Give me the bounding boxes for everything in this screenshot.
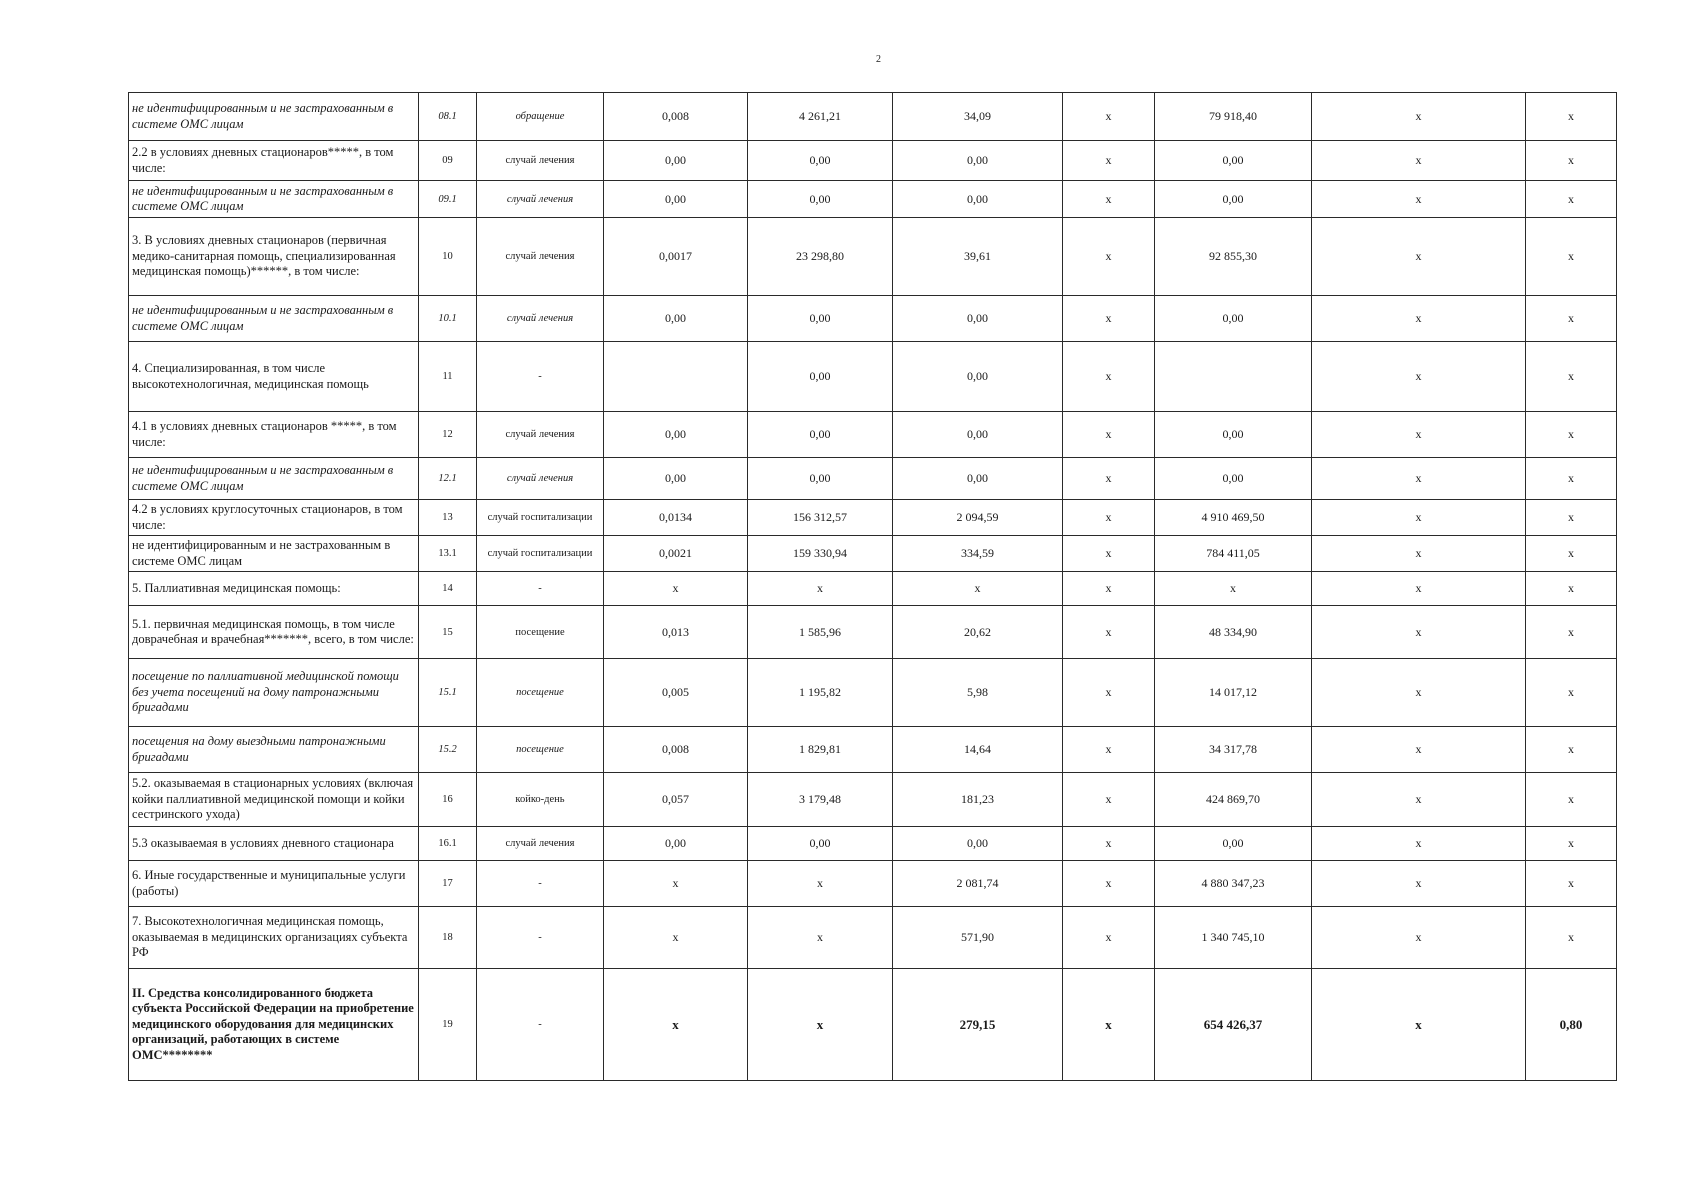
row-value-6: x [1312,659,1526,727]
row-value-3: 0,00 [893,827,1063,861]
row-value-4: x [1063,93,1155,141]
row-value-3: 279,15 [893,969,1063,1081]
row-value-1 [604,342,748,412]
row-value-3: 5,98 [893,659,1063,727]
row-unit: - [477,907,604,969]
table-row [129,141,1617,181]
row-value-6: x [1312,572,1526,606]
row-value-5: 34 317,78 [1155,727,1312,773]
row-value-1: x [604,969,748,1081]
row-value-3: 0,00 [893,342,1063,412]
row-code: 12.1 [419,458,477,500]
row-code: 15.2 [419,727,477,773]
row-value-7: x [1526,773,1617,827]
row-value-5: 0,00 [1155,181,1312,218]
row-unit: случай лечения [477,412,604,458]
row-value-1: x [604,861,748,907]
row-code: 17 [419,861,477,907]
row-value-7: x [1526,93,1617,141]
row-value-4: x [1063,907,1155,969]
row-unit: посещение [477,727,604,773]
row-value-1: 0,00 [604,141,748,181]
row-value-2: 3 179,48 [748,773,893,827]
row-value-7: x [1526,500,1617,536]
row-value-6: x [1312,296,1526,342]
row-value-4: x [1063,218,1155,296]
row-value-1: 0,005 [604,659,748,727]
row-value-5: x [1155,572,1312,606]
row-value-1: 0,008 [604,93,748,141]
row-name: не идентифицированным и не застрахованным в системе ОМС лицам [129,181,419,218]
table-row [129,296,1617,342]
row-value-2: x [748,572,893,606]
row-name: 4.1 в условиях дневных стационаров *****, в том числе: [129,412,419,458]
row-value-7: x [1526,181,1617,218]
row-unit: случай госпитализации [477,500,604,536]
table-row [129,181,1617,218]
row-value-7: x [1526,342,1617,412]
row-value-1: 0,00 [604,458,748,500]
row-value-5: 0,00 [1155,827,1312,861]
row-value-7: x [1526,727,1617,773]
row-value-6: x [1312,727,1526,773]
row-value-4: x [1063,296,1155,342]
row-name: посещение по паллиативной медицинской помощи без учета посещений на дому патронажными бригадами [129,659,419,727]
row-value-6: x [1312,93,1526,141]
row-code: 09.1 [419,181,477,218]
table-row [129,727,1617,773]
row-value-1: 0,00 [604,412,748,458]
row-value-7: x [1526,659,1617,727]
row-value-4: x [1063,536,1155,572]
row-value-7: x [1526,218,1617,296]
row-value-6: x [1312,907,1526,969]
row-code: 08.1 [419,93,477,141]
row-value-7: x [1526,907,1617,969]
row-value-2: 1 195,82 [748,659,893,727]
row-unit: - [477,969,604,1081]
row-value-2: 0,00 [748,141,893,181]
row-value-2: 156 312,57 [748,500,893,536]
row-value-2: 0,00 [748,412,893,458]
row-value-7: x [1526,536,1617,572]
row-name: 3. В условиях дневных стационаров (первичная медико-санитарная помощь, специализированная медицинская помощь)******, в том числе: [129,218,419,296]
row-value-6: x [1312,412,1526,458]
row-code: 15 [419,606,477,659]
row-code: 19 [419,969,477,1081]
row-code: 16.1 [419,827,477,861]
table-row [129,458,1617,500]
row-code: 13.1 [419,536,477,572]
row-code: 10.1 [419,296,477,342]
row-value-5: 784 411,05 [1155,536,1312,572]
row-value-7: x [1526,606,1617,659]
row-value-6: x [1312,969,1526,1081]
row-value-4: x [1063,606,1155,659]
row-value-5: 92 855,30 [1155,218,1312,296]
row-value-3: x [893,572,1063,606]
row-unit: случай лечения [477,141,604,181]
row-value-3: 2 094,59 [893,500,1063,536]
table-row [129,342,1617,412]
row-value-2: 1 585,96 [748,606,893,659]
row-value-5: 4 910 469,50 [1155,500,1312,536]
row-code: 09 [419,141,477,181]
table-body [129,93,1617,1081]
row-name: 4. Специализированная, в том числе высокотехнологичная, медицинская помощь [129,342,419,412]
row-value-4: x [1063,181,1155,218]
row-name: посещения на дому выездными патронажными бригадами [129,727,419,773]
row-value-1: 0,008 [604,727,748,773]
table-row [129,969,1617,1081]
row-value-5: 1 340 745,10 [1155,907,1312,969]
row-value-7: x [1526,827,1617,861]
row-value-7: 0,80 [1526,969,1617,1081]
row-name: 5.3 оказываемая в условиях дневного стационара [129,827,419,861]
row-name: 2.2 в условиях дневных стационаров*****, в том числе: [129,141,419,181]
row-value-6: x [1312,827,1526,861]
row-value-2: 4 261,21 [748,93,893,141]
row-value-5: 48 334,90 [1155,606,1312,659]
table-row [129,500,1617,536]
row-code: 13 [419,500,477,536]
row-value-3: 20,62 [893,606,1063,659]
row-value-6: x [1312,773,1526,827]
row-value-2: 0,00 [748,342,893,412]
row-value-6: x [1312,342,1526,412]
row-value-5 [1155,342,1312,412]
row-unit: посещение [477,659,604,727]
row-value-1: 0,00 [604,827,748,861]
row-value-2: 1 829,81 [748,727,893,773]
row-value-7: x [1526,861,1617,907]
row-value-4: x [1063,342,1155,412]
row-unit: случай госпитализации [477,536,604,572]
row-value-4: x [1063,969,1155,1081]
row-value-2: 0,00 [748,296,893,342]
table-row [129,606,1617,659]
row-value-2: x [748,907,893,969]
row-value-6: x [1312,861,1526,907]
row-value-2: x [748,861,893,907]
row-value-2: 0,00 [748,458,893,500]
row-value-1: 0,0017 [604,218,748,296]
row-value-1: x [604,572,748,606]
row-value-6: x [1312,181,1526,218]
row-value-4: x [1063,412,1155,458]
row-value-1: x [604,907,748,969]
row-value-1: 0,00 [604,296,748,342]
row-value-3: 0,00 [893,458,1063,500]
row-code: 14 [419,572,477,606]
table-row [129,536,1617,572]
row-value-5: 0,00 [1155,458,1312,500]
row-value-6: x [1312,606,1526,659]
row-name: 6. Иные государственные и муниципальные услуги (работы) [129,861,419,907]
row-value-2: x [748,969,893,1081]
table-row [129,907,1617,969]
row-unit: посещение [477,606,604,659]
row-value-6: x [1312,536,1526,572]
row-value-3: 334,59 [893,536,1063,572]
row-value-6: x [1312,500,1526,536]
row-value-2: 159 330,94 [748,536,893,572]
row-value-4: x [1063,458,1155,500]
row-unit: случай лечения [477,827,604,861]
row-value-1: 0,0134 [604,500,748,536]
row-name: не идентифицированным и не застрахованным в системе ОМС лицам [129,296,419,342]
row-value-5: 4 880 347,23 [1155,861,1312,907]
row-code: 16 [419,773,477,827]
row-code: 15.1 [419,659,477,727]
row-value-5: 0,00 [1155,412,1312,458]
page-number: 2 [876,54,881,65]
table-row [129,861,1617,907]
row-value-1: 0,0021 [604,536,748,572]
row-value-6: x [1312,218,1526,296]
row-value-4: x [1063,861,1155,907]
table-row [129,827,1617,861]
row-value-3: 14,64 [893,727,1063,773]
row-value-1: 0,057 [604,773,748,827]
row-value-5: 424 869,70 [1155,773,1312,827]
row-value-2: 0,00 [748,827,893,861]
row-value-4: x [1063,827,1155,861]
row-unit: койко-день [477,773,604,827]
row-code: 11 [419,342,477,412]
row-value-7: x [1526,572,1617,606]
row-value-2: 0,00 [748,181,893,218]
table-row [129,659,1617,727]
row-code: 12 [419,412,477,458]
row-name: II. Средства консолидированного бюджета субъекта Российской Федерации на приобретение медицинского оборудования для медицинских организаций, работающих в системе ОМС******** [129,969,419,1081]
row-unit: случай лечения [477,296,604,342]
indicators-table [128,92,1617,1081]
row-value-4: x [1063,141,1155,181]
row-value-3: 571,90 [893,907,1063,969]
row-name: 7. Высокотехнологичная медицинская помощь, оказываемая в медицинских организациях субъекта РФ [129,907,419,969]
row-value-1: 0,00 [604,181,748,218]
row-value-7: x [1526,296,1617,342]
row-value-5: 0,00 [1155,296,1312,342]
table-row [129,572,1617,606]
row-value-4: x [1063,659,1155,727]
table-row [129,412,1617,458]
row-unit: - [477,572,604,606]
row-unit: - [477,861,604,907]
table-row [129,93,1617,141]
row-value-1: 0,013 [604,606,748,659]
row-name: не идентифицированным и не застрахованным в системе ОМС лицам [129,536,419,572]
row-value-5: 0,00 [1155,141,1312,181]
row-value-5: 14 017,12 [1155,659,1312,727]
row-value-3: 181,23 [893,773,1063,827]
row-name: не идентифицированным и не застрахованным в системе ОМС лицам [129,458,419,500]
row-value-3: 39,61 [893,218,1063,296]
row-code: 10 [419,218,477,296]
row-unit: случай лечения [477,218,604,296]
row-value-5: 654 426,37 [1155,969,1312,1081]
row-value-3: 0,00 [893,296,1063,342]
row-value-3: 0,00 [893,141,1063,181]
row-code: 18 [419,907,477,969]
row-name: 5.2. оказываемая в стационарных условиях (включая койки паллиативной медицинской помощи и койки сестринского ухода) [129,773,419,827]
row-name: 4.2 в условиях круглосуточных стационаров, в том числе: [129,500,419,536]
table-row [129,218,1617,296]
row-value-4: x [1063,727,1155,773]
row-value-4: x [1063,572,1155,606]
row-value-7: x [1526,141,1617,181]
row-value-3: 2 081,74 [893,861,1063,907]
row-value-3: 34,09 [893,93,1063,141]
row-value-6: x [1312,458,1526,500]
row-value-6: x [1312,141,1526,181]
row-name: не идентифицированным и не застрахованным в системе ОМС лицам [129,93,419,141]
row-value-5: 79 918,40 [1155,93,1312,141]
row-name: 5. Паллиативная медицинская помощь: [129,572,419,606]
row-value-3: 0,00 [893,181,1063,218]
row-value-3: 0,00 [893,412,1063,458]
row-value-2: 23 298,80 [748,218,893,296]
table-row [129,773,1617,827]
row-unit: - [477,342,604,412]
row-unit: обращение [477,93,604,141]
row-name: 5.1. первичная медицинская помощь, в том числе доврачебная и врачебная*******, всего, в том числе: [129,606,419,659]
row-value-4: x [1063,773,1155,827]
row-unit: случай лечения [477,458,604,500]
row-value-7: x [1526,458,1617,500]
row-value-4: x [1063,500,1155,536]
row-unit: случай лечения [477,181,604,218]
row-value-7: x [1526,412,1617,458]
